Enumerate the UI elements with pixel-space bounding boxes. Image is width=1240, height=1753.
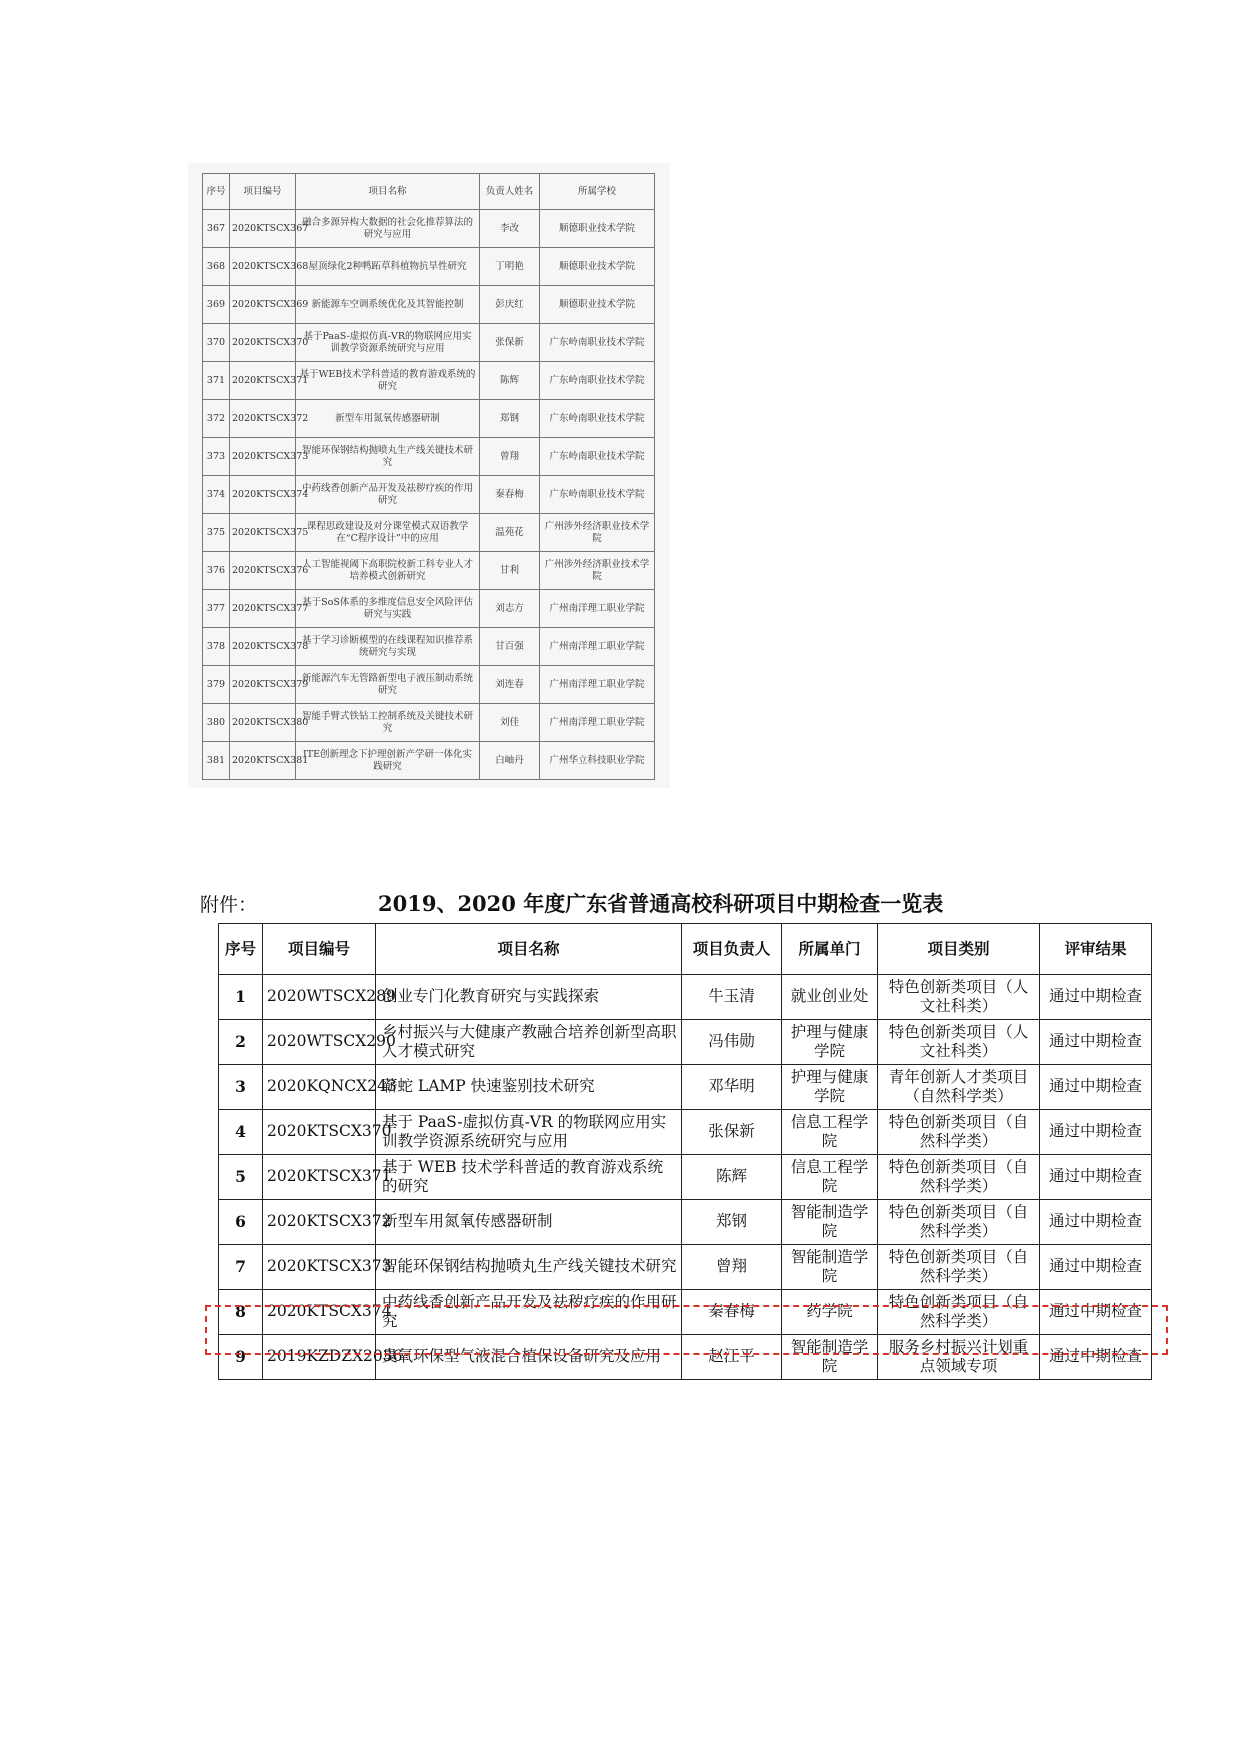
table-cell: 屋顶绿化2种鸭跖草科植物抗旱性研究 <box>296 248 480 286</box>
table-cell: 就业创业处 <box>782 975 878 1020</box>
table-cell: 2020KQNCX243 <box>263 1065 376 1110</box>
table-cell: 373 <box>203 438 230 476</box>
table-cell: 2020KTSCX375 <box>230 514 296 552</box>
table-cell: 赵江平 <box>682 1335 782 1380</box>
table-cell: 广东岭南职业技术学院 <box>540 438 655 476</box>
table-cell: 2020KTSCX371 <box>263 1155 376 1200</box>
table-cell: 秦春梅 <box>682 1290 782 1335</box>
table-cell: 通过中期检查 <box>1040 1065 1152 1110</box>
table-cell: 2020KTSCX381 <box>230 742 296 780</box>
table-row <box>203 514 655 552</box>
table-cell: 2019KZDZX2036 <box>263 1335 376 1380</box>
table-cell: 顺德职业技术学院 <box>540 210 655 248</box>
table-cell: 2020KTSCX377 <box>230 590 296 628</box>
table-cell: 广东岭南职业技术学院 <box>540 324 655 362</box>
table-cell: 甘百强 <box>480 628 540 666</box>
header-cell: 项目编号 <box>263 924 376 975</box>
table-cell: 特色创新类项目（人文社科类） <box>878 975 1040 1020</box>
table-cell: 372 <box>203 400 230 438</box>
table-cell: 乡村振兴与大健康产教融合培养创新型高职人才模式研究 <box>376 1020 682 1065</box>
table-cell: 9 <box>219 1335 263 1380</box>
table-cell: 人工智能视阈下高职院校新工科专业人才培养模式创新研究 <box>296 552 480 590</box>
table-cell: 基于WEB技术学科普适的教育游戏系统的研究 <box>296 362 480 400</box>
table-cell: 2020KTSCX369 <box>230 286 296 324</box>
table-cell: 邓华明 <box>682 1065 782 1110</box>
table-cell: 甘利 <box>480 552 540 590</box>
scan-header-cell: 项目编号 <box>230 174 296 210</box>
table-cell: 基于PaaS-虚拟仿真-VR的物联网应用实训教学资源系统研究与应用 <box>296 324 480 362</box>
table-cell: 7 <box>219 1245 263 1290</box>
table-cell: 冯伟勋 <box>682 1020 782 1065</box>
table-cell: 2020KTSCX373 <box>230 438 296 476</box>
table-cell: 臭氧环保型气液混合植保设备研究及应用 <box>376 1335 682 1380</box>
table-cell: 2020KTSCX376 <box>230 552 296 590</box>
table-cell: 2020KTSCX374 <box>230 476 296 514</box>
table-cell: 智能制造学院 <box>782 1245 878 1290</box>
header-cell: 所属单门 <box>782 924 878 975</box>
table-cell: 陈辉 <box>480 362 540 400</box>
table-cell: 牛玉清 <box>682 975 782 1020</box>
table-cell: 信息工程学院 <box>782 1110 878 1155</box>
table-cell: 药学院 <box>782 1290 878 1335</box>
table-row <box>203 552 655 590</box>
table-row <box>219 1110 1152 1155</box>
table-cell: 曾翔 <box>682 1245 782 1290</box>
table-cell: 2020KTSCX368 <box>230 248 296 286</box>
table-cell: 温苑花 <box>480 514 540 552</box>
table-cell: 护理与健康学院 <box>782 1065 878 1110</box>
table-row <box>203 476 655 514</box>
table-row <box>203 362 655 400</box>
table-cell: 课程思政建设及对分课堂模式双语教学在“C程序设计”中的应用 <box>296 514 480 552</box>
table-cell: 顺德职业技术学院 <box>540 248 655 286</box>
table-cell: 广州涉外经济职业技术学院 <box>540 552 655 590</box>
table-row <box>203 742 655 780</box>
table-cell: 广州南洋理工职业学院 <box>540 666 655 704</box>
table-row <box>203 400 655 438</box>
table-cell: 李改 <box>480 210 540 248</box>
table-cell: 张保新 <box>682 1110 782 1155</box>
header-cell: 项目名称 <box>376 924 682 975</box>
table-cell: 创业专门化教育研究与实践探索 <box>376 975 682 1020</box>
highlight-box <box>205 1305 1168 1355</box>
table-row <box>203 286 655 324</box>
table-cell: 375 <box>203 514 230 552</box>
table-cell: 中药线香创新产品开发及祛秽疗疾的作用研究 <box>296 476 480 514</box>
scan-header-row <box>203 174 655 210</box>
table-row <box>203 324 655 362</box>
table-cell: 5 <box>219 1155 263 1200</box>
table-cell: 378 <box>203 628 230 666</box>
table-row <box>219 1155 1152 1200</box>
table-cell: 通过中期检查 <box>1040 1245 1152 1290</box>
header-cell: 项目负责人 <box>682 924 782 975</box>
table-cell: 彭庆红 <box>480 286 540 324</box>
table-cell: 中药线香创新产品开发及祛秽疗疾的作用研究 <box>376 1290 682 1335</box>
table-cell: 8 <box>219 1290 263 1335</box>
table-cell: 379 <box>203 666 230 704</box>
table-header-row <box>219 924 1152 975</box>
table-cell: 智能制造学院 <box>782 1200 878 1245</box>
table-cell: 通过中期检查 <box>1040 1110 1152 1155</box>
table-cell: 6 <box>219 1200 263 1245</box>
scan-header-cell: 所属学校 <box>540 174 655 210</box>
table-cell: 刘志方 <box>480 590 540 628</box>
page-title: 2019、2020 年度广东省普通高校科研项目中期检查一览表 <box>378 891 944 916</box>
table-cell: 基于 PaaS-虚拟仿真-VR 的物联网应用实训教学资源系统研究与应用 <box>376 1110 682 1155</box>
table-cell: 371 <box>203 362 230 400</box>
table-cell: 基于学习诊断模型的在线课程知识推荐系统研究与实现 <box>296 628 480 666</box>
table-cell: 380 <box>203 704 230 742</box>
table-cell: 2020WTSCX290 <box>263 1020 376 1065</box>
table-cell: 特色创新类项目（自然科学类） <box>878 1290 1040 1335</box>
table-cell: 通过中期检查 <box>1040 1155 1152 1200</box>
table-cell: 2020KTSCX370 <box>230 324 296 362</box>
table-cell: 特色创新类项目（自然科学类） <box>878 1245 1040 1290</box>
title-row <box>200 888 1150 922</box>
table-cell: 367 <box>203 210 230 248</box>
table-cell: 广东岭南职业技术学院 <box>540 400 655 438</box>
table-cell: 新能源车空调系统优化及其智能控制 <box>296 286 480 324</box>
table-cell: 377 <box>203 590 230 628</box>
table-cell: 通过中期检查 <box>1040 1020 1152 1065</box>
table-cell: 2020KTSCX373 <box>263 1245 376 1290</box>
table-row <box>219 1065 1152 1110</box>
table-cell: 368 <box>203 248 230 286</box>
table-cell: 基于SoS体系的多维度信息安全风险评估研究与实践 <box>296 590 480 628</box>
table-cell: 智能制造学院 <box>782 1335 878 1380</box>
table-cell: 新型车用氮氧传感器研制 <box>376 1200 682 1245</box>
table-cell: 381 <box>203 742 230 780</box>
scanned-table-image <box>188 163 670 788</box>
table-cell: 护理与健康学院 <box>782 1020 878 1065</box>
scan-header-cell: 项目名称 <box>296 174 480 210</box>
table-cell: 广州南洋理工职业学院 <box>540 704 655 742</box>
table-cell: 通过中期检查 <box>1040 975 1152 1020</box>
table-row <box>203 210 655 248</box>
table-cell: 秦春梅 <box>480 476 540 514</box>
table-cell: 陈辉 <box>682 1155 782 1200</box>
scan-header-cell: 序号 <box>203 174 230 210</box>
table-cell: 3 <box>219 1065 263 1110</box>
table-row <box>203 704 655 742</box>
table-cell: 特色创新类项目（自然科学类） <box>878 1155 1040 1200</box>
table-cell: 370 <box>203 324 230 362</box>
table-cell: 2020KTSCX374 <box>263 1290 376 1335</box>
table-cell: 2020KTSCX367 <box>230 210 296 248</box>
table-cell: ITE创新理念下护理创新产学研一体化实践研究 <box>296 742 480 780</box>
table-row <box>219 1200 1152 1245</box>
table-cell: 2020KTSCX371 <box>230 362 296 400</box>
table-cell: 智能手臂式铁钻工控制系统及关键技术研究 <box>296 704 480 742</box>
table-cell: 智能环保钢结构抛喷丸生产线关键技术研究 <box>296 438 480 476</box>
table-cell: 蕲蛇 LAMP 快速鉴别技术研究 <box>376 1065 682 1110</box>
table-cell: 2020WTSCX289 <box>263 975 376 1020</box>
table-row <box>203 628 655 666</box>
table-cell: 广州涉外经济职业技术学院 <box>540 514 655 552</box>
table-cell: 融合多源异构大数据的社会化推荐算法的研究与应用 <box>296 210 480 248</box>
table-cell: 特色创新类项目（自然科学类） <box>878 1200 1040 1245</box>
table-cell: 刘佳 <box>480 704 540 742</box>
table-cell: 基于 WEB 技术学科普适的教育游戏系统的研究 <box>376 1155 682 1200</box>
table-cell: 广州华立科技职业学院 <box>540 742 655 780</box>
table-cell: 通过中期检查 <box>1040 1200 1152 1245</box>
table-cell: 郑钢 <box>480 400 540 438</box>
table-cell: 2020KTSCX379 <box>230 666 296 704</box>
table-cell: 通过中期检查 <box>1040 1335 1152 1380</box>
table-cell: 2020KTSCX378 <box>230 628 296 666</box>
table-cell: 曾翔 <box>480 438 540 476</box>
table-cell: 广东岭南职业技术学院 <box>540 362 655 400</box>
table-cell: 374 <box>203 476 230 514</box>
table-cell: 2020KTSCX370 <box>263 1110 376 1155</box>
table-cell: 刘连春 <box>480 666 540 704</box>
table-cell: 2020KTSCX372 <box>230 400 296 438</box>
table-cell: 信息工程学院 <box>782 1155 878 1200</box>
table-cell: 郑钢 <box>682 1200 782 1245</box>
table-cell: 新型车用氮氧传感器研制 <box>296 400 480 438</box>
table-cell: 特色创新类项目（人文社科类） <box>878 1020 1040 1065</box>
table-cell: 智能环保钢结构抛喷丸生产线关键技术研究 <box>376 1245 682 1290</box>
scanned-project-table <box>202 173 655 780</box>
table-row <box>203 248 655 286</box>
table-cell: 广东岭南职业技术学院 <box>540 476 655 514</box>
table-row <box>203 590 655 628</box>
table-cell: 4 <box>219 1110 263 1155</box>
table-cell: 青年创新人才类项目（自然科学类） <box>878 1065 1040 1110</box>
header-cell: 评审结果 <box>1040 924 1152 975</box>
scan-header-cell: 负责人姓名 <box>480 174 540 210</box>
table-row <box>219 1020 1152 1065</box>
table-cell: 广州南洋理工职业学院 <box>540 628 655 666</box>
table-cell: 369 <box>203 286 230 324</box>
table-cell: 新能源汽车无管路新型电子液压制动系统研究 <box>296 666 480 704</box>
table-row <box>203 438 655 476</box>
table-cell: 2020KTSCX372 <box>263 1200 376 1245</box>
table-cell: 顺德职业技术学院 <box>540 286 655 324</box>
table-cell: 广州南洋理工职业学院 <box>540 590 655 628</box>
table-cell: 特色创新类项目（自然科学类） <box>878 1110 1040 1155</box>
table-cell: 2 <box>219 1020 263 1065</box>
header-cell: 序号 <box>219 924 263 975</box>
table-cell: 通过中期检查 <box>1040 1290 1152 1335</box>
attachment-label: 附件： <box>200 894 258 916</box>
table-row <box>219 1245 1152 1290</box>
table-row <box>203 666 655 704</box>
table-row <box>219 975 1152 1020</box>
table-cell: 张保新 <box>480 324 540 362</box>
header-cell: 项目类别 <box>878 924 1040 975</box>
table-cell: 2020KTSCX380 <box>230 704 296 742</box>
table-cell: 376 <box>203 552 230 590</box>
table-cell: 服务乡村振兴计划重点领域专项 <box>878 1335 1040 1380</box>
table-cell: 丁明艳 <box>480 248 540 286</box>
table-cell: 白岫丹 <box>480 742 540 780</box>
table-cell: 1 <box>219 975 263 1020</box>
